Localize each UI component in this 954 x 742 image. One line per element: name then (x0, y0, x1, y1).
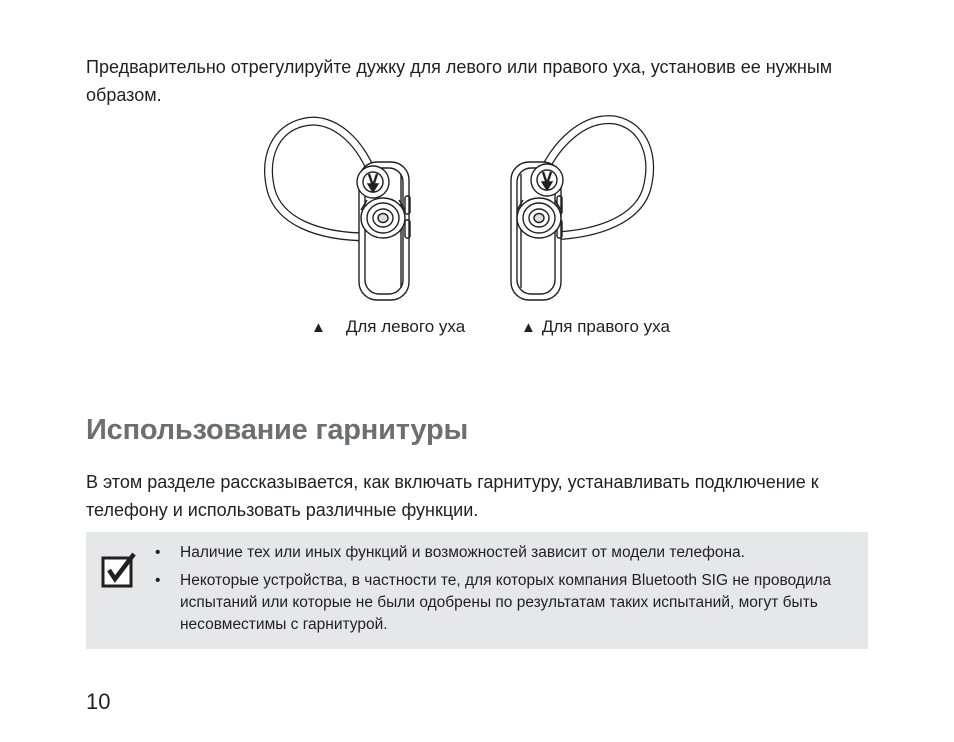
right-ear-caption-text: Для правого уха (541, 317, 670, 336)
note-list (154, 542, 864, 642)
triangle-marker-icon: ▲ (311, 319, 326, 336)
headset-drawings (255, 112, 695, 308)
left-ear-headset (269, 121, 410, 300)
note-item-text: Некоторые устройства, в частности те, для которых компания Bluetooth SIG не проводила испытаний или которые не были одобрены по результатам таких испытаний, могут быть несовместимы с гарнитурой. (180, 572, 832, 633)
list-item (154, 570, 864, 636)
right-ear-caption (521, 316, 670, 339)
bullet-icon: • (155, 572, 161, 589)
list-item (154, 542, 864, 564)
left-ear-caption-text: Для левого уха (345, 317, 466, 336)
left-ear-caption (311, 316, 465, 339)
right-ear-headset (511, 120, 650, 300)
page-number: 10 (86, 689, 111, 714)
note-item-text: Наличие тех или иных функций и возможностей зависит от модели телефона. (180, 544, 745, 561)
triangle-marker-icon: ▲ (521, 319, 536, 336)
bullet-icon: • (155, 544, 161, 561)
section-description: В этом разделе рассказывается, как включать гарнитуру, устанавливать подключение к телефону и использовать различные функции. (86, 472, 819, 520)
checkbox-check-icon (101, 552, 137, 588)
note-box (86, 532, 868, 649)
earhook-illustration (255, 112, 695, 308)
section-title: Использование гарнитуры (86, 414, 469, 446)
intro-paragraph: Предварительно отрегулируйте дужку для левого или правого уха, установив ее нужным образом. (86, 57, 833, 105)
